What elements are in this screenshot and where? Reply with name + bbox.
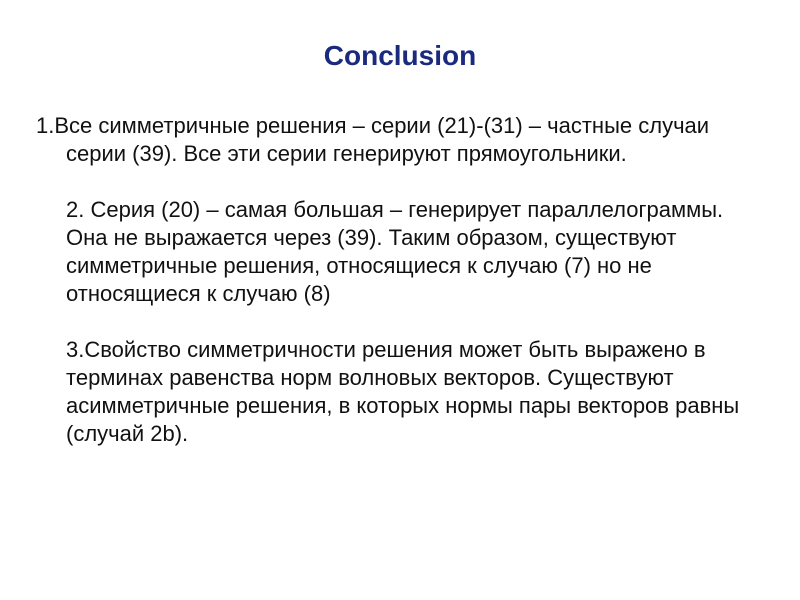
paragraph-spacer [36, 168, 766, 196]
conclusion-point-1: 1.Все симметричные решения – серии (21)-(31) – частные случаи серии (39). Все эти серии генерируют прямоугольники. [36, 113, 710, 166]
slide-body [36, 112, 766, 448]
paragraph-spacer [36, 308, 766, 336]
conclusion-point-3: 3.Свойство симметричности решения может быть выражено в терминах равенства норм волновых векторов. Существуют асимметричные решения, в которых нормы пары векторов равны (случай 2b). [66, 337, 740, 446]
conclusion-point-2: 2. Серия (20) – самая большая – генерирует параллелограммы. Она не выражается через (39). Таким образом, существуют симметричные решения, относящиеся к случаю (7) но не относящиеся к случаю (8) [66, 197, 724, 306]
slide-title: Conclusion [323, 40, 477, 71]
